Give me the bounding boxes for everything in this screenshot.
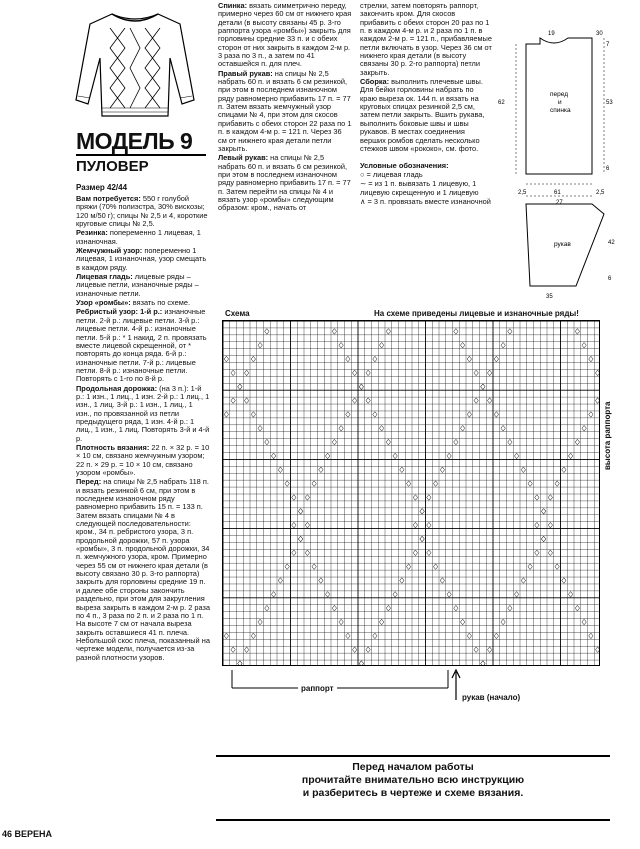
magazine-name: ВЕРЕНА [14,829,53,839]
paragraph: Вам потребуется: 550 г голубой пряжи (70% полиэстра, 30% вискозы; 120 м/50 г); спицы № 2,5 и 4, короткие круговые спицы № 2,5. [76,194,208,229]
schematic-sleeve-label: рукав [554,241,571,248]
svg-text:19: 19 [548,31,555,37]
paragraph: Жемчужный узор: попеременно 1 лицевая, 1 изнаночная, узор смещать в каждом ряду. [76,246,207,272]
svg-text:7: 7 [606,42,610,48]
model-title: МОДЕЛЬ 9 [76,128,193,154]
svg-text:и: и [558,99,562,106]
text-column-2 [218,2,352,214]
paragraph: Плотность вязания: 22 п. × 32 р. = 10 × 10 см, связано жемчужным узором; 22 п. × 29 р. = 10 × 10 см, связано узором «ромбы». [76,442,210,477]
garment-type: ПУЛОВЕР [76,158,149,175]
schematic-front-label: перед [550,91,569,98]
notice-line: и разберитесь в чертеже и схеме вязания. [302,787,524,799]
paragraph: стрелки, затем повторять раппорт, закончить кром. Для скосов прибавить с обеих сторон 20 раз по 1 п. в каждом 4-м р. и 2 раза по 1 п. в каждом 2-м р. = 121 п., прибавляемые петли включать в узор. Через 36 см от нижнего края детали (в высоту связаны 30 р. 2-го раппорта) петли закрыть. [360,1,492,77]
paragraph: Лицевая гладь: лицевые ряды – лицевые петли, изнаночные ряды – изнаночные петли. [76,272,199,298]
svg-text:30: 30 [596,31,603,37]
garment-schematic [496,24,636,304]
paragraph: Спинка: вязать симметрично переду, примерно через 60 см от нижнего края детали (в высоту связаны 45 р. 3-го раппорта узора «ромбы») закрыть для горловины средние 33 п. и с обеих сторон от них закрыть в каждом 2-м р. 3 раза по 3 п., а затем по 41 оставшейся п. для плеч. [218,1,352,69]
chart-title: Схема [225,309,250,318]
svg-text:62: 62 [498,100,505,106]
repeat-label: раппорт [298,684,337,693]
paragraph: Сборка: выполнить плечевые швы. Для бейки горловины набрать по краю выреза ок. 144 п. и вязать на круговых спицах резинкой 2,5 см, затем петли закрыть. Вшить рукава, выполнить боковые швы и швы рукавов. В местах соединения верших ромбов сделать несколько стежков швом «рококо», см. фото. [360,77,485,153]
sleeve-start-label: рукав (начало) [462,693,521,702]
notice-line: Перед началом работы [352,761,474,773]
repeat-height-label: высота раппорта [603,401,612,470]
chart-note: На схеме приведены лицевые и изнаночные ряды! [374,309,579,318]
svg-text:6: 6 [606,166,610,172]
page-footer [2,829,52,839]
svg-text:6: 6 [608,276,612,282]
text-column-3 [360,2,492,206]
svg-text:42: 42 [608,240,615,246]
page-number: 46 [2,829,13,839]
legend-item: ○ = лицевая гладь [360,170,423,180]
notice-line: прочитайте внимательно всю инструкцию [301,774,525,786]
notice-banner [216,755,610,821]
paragraph: Правый рукав: на спицы № 2,5 набрать 60 п. и вязать 6 см резинкой, при этом в последнем изнаночном ряду равномерно прибавить 17 п. = 77 п. Затем вязать жемчужный узор спицами № 4, при этом для скосов прибавить с обеих сторон 22 раза по 1 п. в каждом 4-м р. = 121 п. Через 36 см от нижнего края детали петли закрыть. [218,68,352,153]
svg-text:35: 35 [546,294,553,300]
svg-text:53: 53 [606,100,613,106]
svg-text:27: 27 [556,200,563,206]
chart-grid [223,321,600,666]
legend-item: ∼ = из 1 п. вывязать 1 лицевую, 1 лицевую скрещенную и 1 лицевую [360,179,479,198]
paragraph: Перед: на спицы № 2,5 набрать 118 п. и вязать резинкой 6 см, при этом в последнем изнаночном ряду равномерно прибавить 15 п. = 133 п. Затем вязать спицами № 4 в следующей последовательности: кром., 34 п. ребристого узора, 3 п. продольной дорожки, 57 п. узора «ромбы», 3 п. продольной дорожки, 34 п. жемчужного узора, кром. Примерно через 55 см от нижнего края детали (в высоту связано 30 р. 3-го раппорта) закрыть для горловины средние 19 п. и далее обе стороны закончить раздельно, при этом для закругления выреза закрыть в каждом 2-м р. 2 раза по 4 п., 3 раза по 2 п. и 2 раза по 1 п. На высоте 7 см от начала выреза закрыть оставшиеся 41 п. плеча. Небольшой скос плеча, показанный на чертеже модели, получается из-за разной плотности узоров. [76,477,211,662]
svg-text:спинка: спинка [550,107,571,114]
paragraph: Левый рукав: на спицы № 2,5 набрать 60 п. и вязать 6 см резинкой, при этом в последнем изнаночном ряду равномерно прибавить 17 п. = 77 п. Затем перейти на спицы № 4 и вязать узор «ромбы» следующим образом: кром., начать от [218,153,351,213]
title-divider [76,154,206,156]
repeat-bracket [228,668,608,708]
svg-text:2,5: 2,5 [518,190,527,196]
paragraph: Узор «ромбы»: вязать по схеме. [76,298,191,308]
paragraph: Резинка: попеременно 1 лицевая, 1 изнаночная. [76,228,201,246]
sweater-illustration [70,8,200,128]
svg-text:61: 61 [554,190,561,196]
paragraph: Продольная дорожка: (на 3 п.): 1-й р.: 1 изн., 1 лиц., 1 изн. 2-й р.: 1 лиц., 1 изн., 1 лиц. 3-й р.: 1 изн., 1 лиц., 1 изн., по провязанной из петли предыдущего ряда, 1 изн. 4-й р.: 1 лиц., 1 изн., 1 лиц. Повторять 3-й и 4-й р. [76,383,210,443]
paragraph: Ребристый узор: 1-й р.: изнаночные петли. 2-й р.: лицевые петли. 3-й р.: лицевые петли. 4-й р.: изнаночные петли. 5-й р.: * 1 накид, 2 п. провязать вместе лицевой скрещенной, от * повторять до конца ряда. 6-й р.: изнаночные петли. 7-й р.: лицевые петли. 8-й р.: изнаночные петли. Повторять с 1-го по 8-й р. [76,307,207,384]
legend-title: Условные обозначения: [360,161,449,171]
knitting-chart [222,320,600,666]
text-column-1 [76,195,210,663]
legend-item: ∧ = 3 п. провязать вместе изнаночной [360,197,491,207]
size-label: Размер 42/44 [76,183,128,192]
svg-text:2,5: 2,5 [596,190,605,196]
legend [360,161,492,206]
